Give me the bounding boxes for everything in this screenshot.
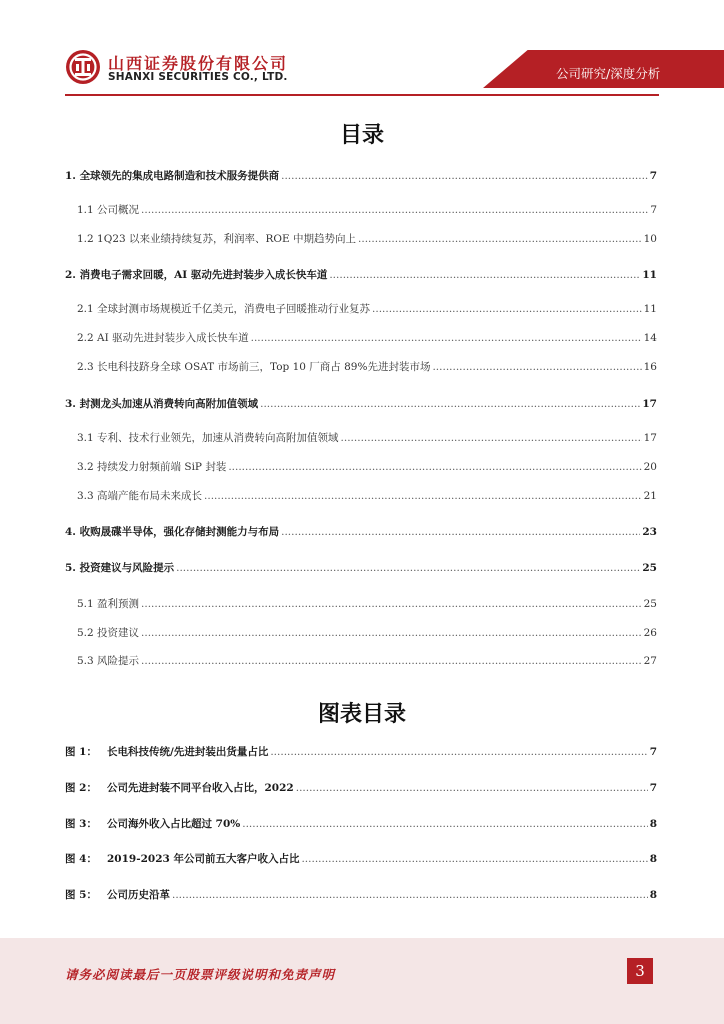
- figure-entry[interactable]: [65, 887, 657, 903]
- figure-entry[interactable]: [65, 851, 657, 867]
- toc-entry-title: 3. 封测龙头加速从消费转向高附加值领域: [65, 398, 259, 410]
- toc-entry-page: 16: [643, 361, 657, 373]
- toc-entry-title: 4. 收购晟碟半导体，强化存储封测能力与布局: [65, 526, 280, 538]
- toc-entry-page: 10: [643, 233, 657, 245]
- figure-entry[interactable]: [65, 816, 657, 832]
- toc-entry-page: 7: [649, 170, 657, 182]
- toc-entry-title: 2.1 全球封测市场规模近千亿美元，消费电子回暖推动行业复苏: [77, 303, 371, 315]
- toc-entry-title: 3.2 持续发力射频前端 SiP 封装: [77, 461, 227, 473]
- dot-leader: [251, 332, 642, 344]
- dot-leader: [260, 398, 640, 410]
- toc-entry-page: 11: [643, 303, 657, 315]
- page-number: 3: [627, 958, 653, 984]
- toc-entry-title: 3.3 高端产能布局未来成长: [77, 490, 203, 502]
- header-band-shape: [0, 0, 724, 100]
- toc-entry[interactable]: [65, 430, 657, 446]
- toc-entry-page: 23: [642, 526, 657, 538]
- figure-entry-title: 长电科技传统/先进封装出货量占比: [107, 746, 269, 758]
- figure-entry-page: 7: [649, 746, 657, 758]
- figure-entry-title: 公司海外收入占比超过 70%: [107, 818, 241, 830]
- dot-leader: [296, 782, 648, 794]
- toc-entry-title: 5. 投资建议与风险提示: [65, 562, 175, 574]
- report-category: 公司研究/深度分析: [556, 66, 661, 81]
- dot-leader: [141, 598, 642, 610]
- toc-entry[interactable]: [65, 524, 657, 540]
- toc-entry-page: 14: [643, 332, 657, 344]
- toc-entry[interactable]: [65, 267, 657, 283]
- figure-entry-label: 图 3：: [65, 818, 97, 830]
- figure-entry-label: 图 2：: [65, 782, 97, 794]
- toc-entry[interactable]: [65, 625, 657, 641]
- toc-heading: 目录: [339, 123, 384, 148]
- toc-entry[interactable]: [65, 202, 657, 218]
- toc-entry-page: 17: [643, 432, 657, 444]
- figure-entry-title: 公司历史沿革: [107, 889, 170, 901]
- toc-entry[interactable]: [65, 596, 657, 612]
- dot-leader: [242, 818, 647, 830]
- dot-leader: [358, 233, 642, 245]
- toc-entry-page: 27: [643, 655, 657, 667]
- figure-entry-label: 图 5：: [65, 889, 97, 901]
- figure-entry[interactable]: [65, 744, 657, 760]
- toc-entry[interactable]: [65, 488, 657, 504]
- figure-entry-page: 8: [649, 889, 657, 901]
- dot-leader: [301, 853, 647, 865]
- toc-entry[interactable]: [65, 231, 657, 247]
- dot-leader: [204, 490, 642, 502]
- dot-leader: [372, 303, 642, 315]
- dot-leader: [281, 170, 648, 182]
- toc-entry-title: 2.2 AI 驱动先进封装步入成长快车道: [77, 332, 249, 344]
- toc-entry-title: 5.1 盈利预测: [77, 598, 140, 610]
- dot-leader: [329, 269, 640, 281]
- figure-entry-label: 图 4：: [65, 853, 97, 865]
- toc-entry[interactable]: [65, 359, 657, 375]
- figure-entry-title: 公司先进封装不同平台收入占比，2022: [107, 782, 294, 794]
- figure-entry-label: 图 1：: [65, 746, 97, 758]
- figure-entry-page: 7: [649, 782, 657, 794]
- toc-entry-page: 20: [643, 461, 657, 473]
- toc-entry-page: 7: [650, 204, 657, 216]
- dot-leader: [172, 889, 648, 901]
- toc-entry[interactable]: [65, 653, 657, 669]
- dot-leader: [270, 746, 647, 758]
- figure-entry[interactable]: [65, 780, 657, 796]
- figure-entry-page: 8: [649, 818, 657, 830]
- figure-list-heading: 图表目录: [317, 702, 406, 727]
- dot-leader: [341, 432, 642, 444]
- company-name-cn: 山西证券股份有限公司: [108, 54, 289, 73]
- page-footer: [0, 938, 724, 1024]
- dot-leader: [432, 361, 641, 373]
- toc-entry-page: 25: [643, 598, 657, 610]
- toc-entry[interactable]: [65, 459, 657, 475]
- toc-entry-page: 17: [642, 398, 657, 410]
- toc-entry-page: 26: [643, 627, 657, 639]
- toc-entry-page: 11: [642, 269, 657, 281]
- company-logo-icon: [65, 49, 101, 85]
- toc-entry[interactable]: [65, 301, 657, 317]
- disclaimer-text: 请务必阅读最后一页股票评级说明和免责声明: [65, 967, 336, 982]
- header-divider: [65, 94, 659, 96]
- toc-entry[interactable]: [65, 330, 657, 346]
- figure-entry-title: 2019-2023 年公司前五大客户收入占比: [107, 853, 300, 865]
- dot-leader: [141, 204, 648, 216]
- dot-leader: [281, 526, 640, 538]
- dot-leader: [176, 562, 640, 574]
- figure-entry-page: 8: [649, 853, 657, 865]
- toc-entry-title: 2.3 长电科技跻身全球 OSAT 市场前三，Top 10 厂商占 89%先进封装市场: [77, 361, 431, 373]
- toc-entry-title: 1.2 1Q23 以来业绩持续复苏，利润率、ROE 中期趋势向上: [77, 233, 357, 245]
- toc-entry-title: 2. 消费电子需求回暖，AI 驱动先进封装步入成长快车道: [65, 269, 328, 281]
- dot-leader: [228, 461, 641, 473]
- toc-entry-title: 5.2 投资建议: [77, 627, 140, 639]
- toc-entry[interactable]: [65, 168, 657, 184]
- company-name-en: SHANXI SECURITIES CO., LTD.: [108, 71, 288, 83]
- toc-entry[interactable]: [65, 560, 657, 576]
- dot-leader: [141, 655, 642, 667]
- toc-entry-title: 3.1 专利、技术行业领先，加速从消费转向高附加值领域: [77, 432, 339, 444]
- toc-entry-page: 25: [642, 562, 657, 574]
- toc-entry-page: 21: [643, 490, 657, 502]
- page-header: [0, 0, 724, 100]
- toc-entry[interactable]: [65, 396, 657, 412]
- dot-leader: [141, 627, 642, 639]
- toc-entry-title: 5.3 风险提示: [77, 655, 140, 667]
- toc-entry-title: 1.1 公司概况: [77, 204, 140, 216]
- toc-entry-title: 1. 全球领先的集成电路制造和技术服务提供商: [65, 170, 280, 182]
